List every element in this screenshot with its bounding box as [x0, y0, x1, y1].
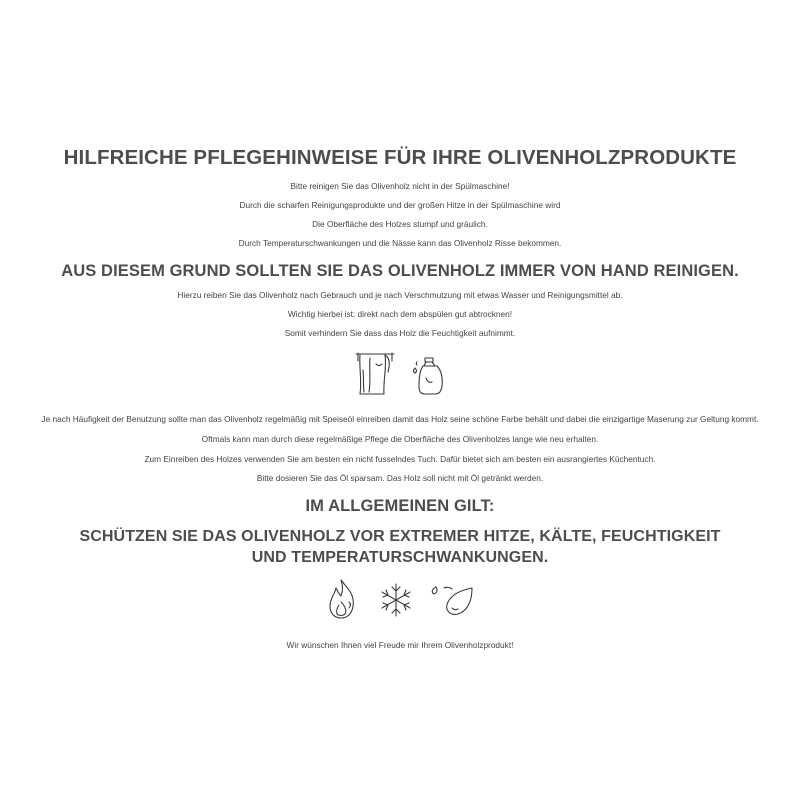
towel-icon: [354, 350, 396, 396]
protect-heading: SCHÜTZEN SIE DAS OLIVENHOLZ VOR EXTREMER HITZE, KÄLTE, FEUCHTIGKEIT UND TEMPERATURSCHWANKUNGEN.: [79, 528, 721, 566]
hand-line-2: Wichtig hierbei ist: direkt nach dem abspülen gut abtrocknen!: [287, 309, 513, 319]
hand-wash-heading: AUS DIESEM GRUND SOLLTEN SIE DAS OLIVENHOLZ IMMER VON HAND REINIGEN.: [61, 262, 739, 280]
oil-line-4: Bitte dosieren Sie das Öl sparsam. Das Holz soll nicht mit Öl getränkt werden.: [256, 473, 544, 483]
closing-line: Wir wünschen Ihnen viel Freude mir Ihrem Olivenholzprodukt!: [286, 640, 514, 650]
hand-line-3: Somit verhindern Sie dass das Holz die Feuchtigkeit aufnimmt.: [284, 328, 516, 338]
snowflake-icon: [378, 582, 414, 618]
general-heading: IM ALLGEMEINEN GILT:: [305, 497, 495, 515]
intro-line-1: Bitte reinigen Sie das Olivenholz nicht in der Spülmaschine!: [290, 181, 510, 191]
intro-line-3: Die Oberfläche des Holzes stumpf und gräulich.: [312, 219, 488, 229]
flame-icon: [327, 578, 357, 620]
oil-line-2: Oftmals kann man durch diese regelmäßige Pflege die Oberfläche des Olivenholzes lange wie neu erhalten.: [201, 434, 599, 444]
hand-line-1: Hierzu reiben Sie das Olivenholz nach Gebrauch und je nach Verschmutzung mit etwas Wasser und Reinigungsmittel ab.: [177, 290, 623, 300]
oil-line-3: Zum Einreiben des Holzes verwenden Sie am besten ein nicht fusselndes Tuch. Dafür bietet sich am besten ein ausrangiertes Küchentuch.: [144, 454, 656, 464]
intro-line-4: Durch Temperaturschwankungen und die Nässe kann das Olivenholz Risse bekommen.: [238, 238, 562, 248]
detergent-bottle-icon: [411, 356, 447, 396]
main-heading: HILFREICHE PFLEGEHINWEISE FÜR IHRE OLIVENHOLZPRODUKTE: [63, 146, 737, 169]
water-drops-icon: [428, 584, 476, 618]
oil-line-1: Je nach Häufigkeit der Benutzung sollte man das Olivenholz regelmäßig mit Speiseöl einreiben damit das Holz seine schöne Farbe behält und dabei die einzigartige Maserung zur Geltung kommt.: [41, 414, 759, 424]
intro-line-2: Durch die scharfen Reinigungsprodukte und der großen Hitze in der Spülmaschine wird: [239, 200, 561, 210]
